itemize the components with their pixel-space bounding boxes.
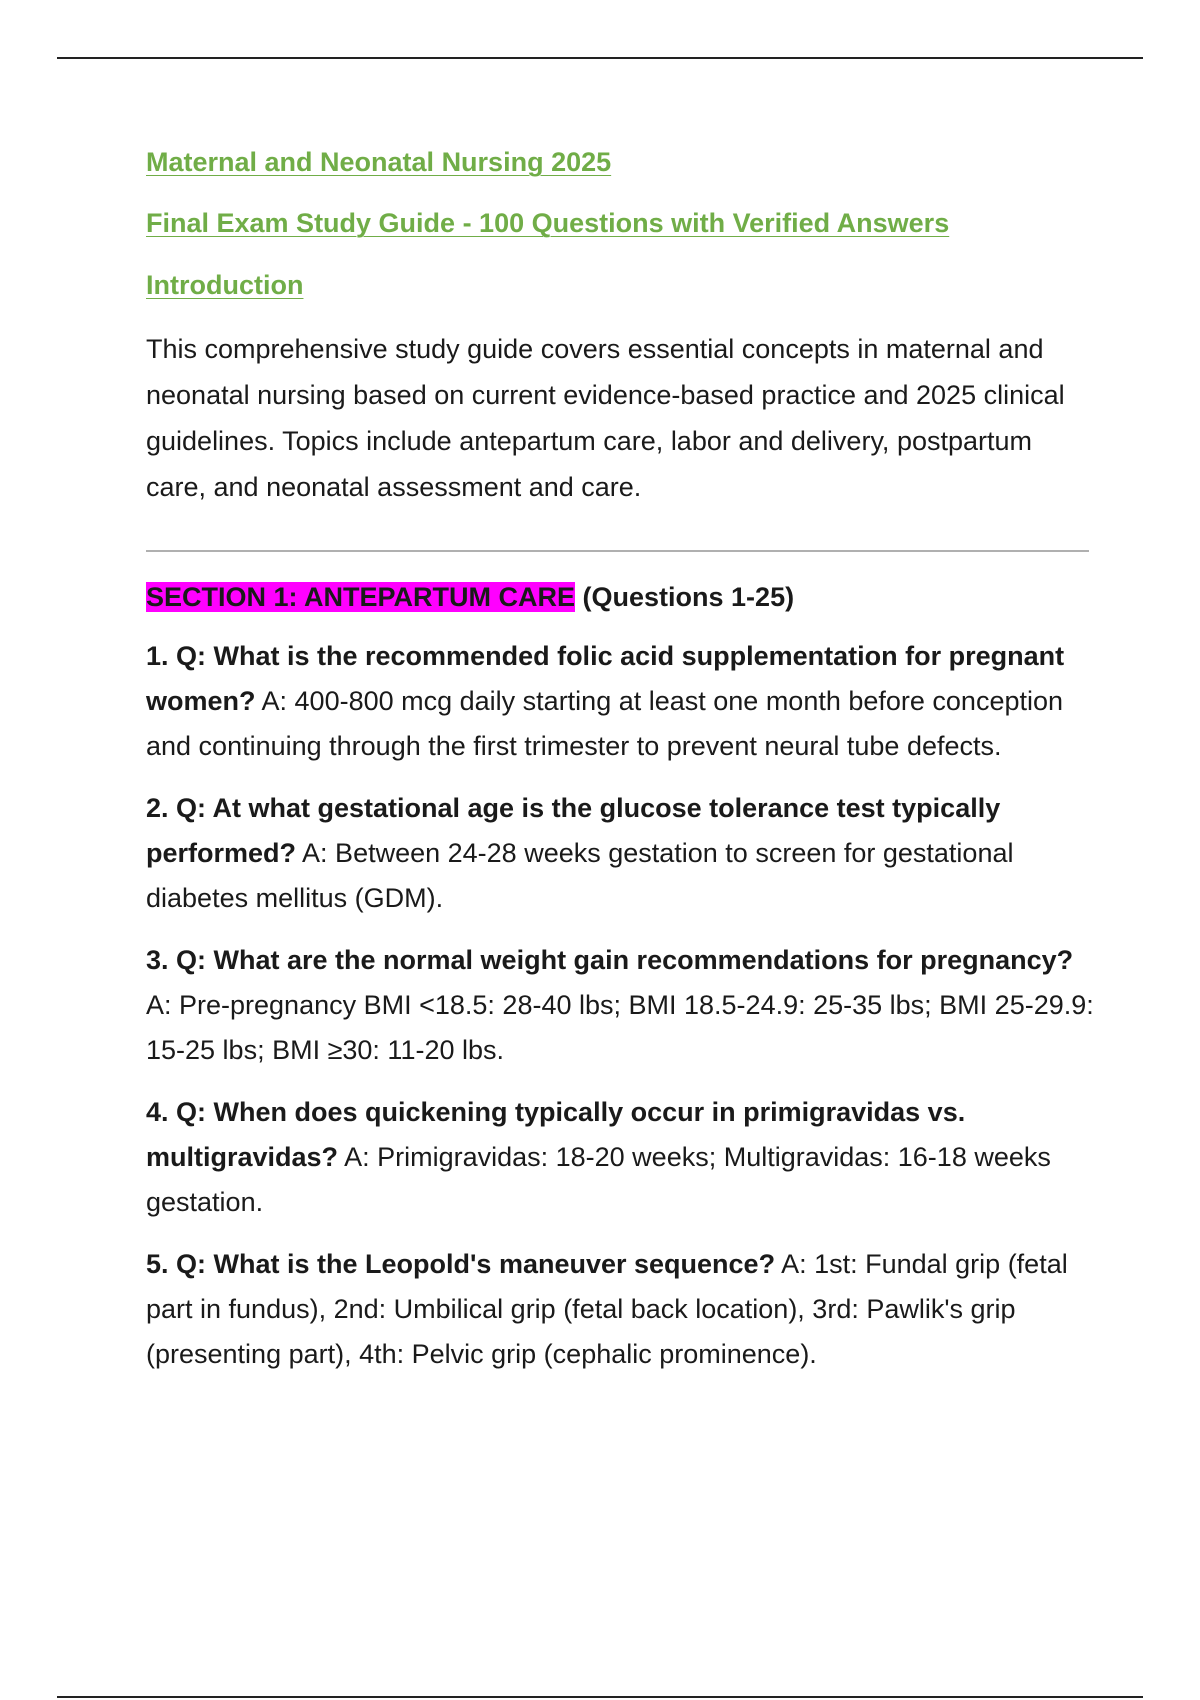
document-title: Maternal and Neonatal Nursing 2025 <box>146 147 612 177</box>
qa-item <box>146 786 1096 921</box>
question-text: 2. Q: At what gestational age is the glucose tolerance test typically performed? <box>146 793 1001 869</box>
qa-item <box>146 1090 1096 1225</box>
section-question-range: (Questions 1-25) <box>582 582 795 613</box>
answer-text: A: 400-800 mcg daily starting at least one month before conception and continuing through the first trimester to prevent neural tube defects. <box>146 686 1064 762</box>
qa-item <box>146 634 1096 769</box>
section-divider <box>146 550 1089 552</box>
intro-paragraph: This comprehensive study guide covers essential concepts in maternal and neonatal nursing based on current evidence-based practice and 2025 clinical guidelines. Topics include antepartum care, labor and delivery, postpartum care, and neonatal assessment and care. <box>146 334 1065 503</box>
question-text: 5. Q: What is the Leopold's maneuver sequence? <box>146 1249 776 1280</box>
page-content <box>146 146 1096 1394</box>
answer-text: A: 1st: Fundal grip (fetal part in fundus), 2nd: Umbilical grip (fetal back location), 3rd: Pawlik's grip (presenting part), 4th: Pelvic grip (cephalic prominence). <box>146 1249 1068 1370</box>
qa-item <box>146 938 1096 1073</box>
document-subtitle: Final Exam Study Guide - 100 Questions with Verified Answers <box>146 208 950 239</box>
answer-text: A: Primigravidas: 18-20 weeks; Multigravidas: 16-18 weeks gestation. <box>146 1142 1051 1218</box>
question-text: 3. Q: What are the normal weight gain recommendations for pregnancy? <box>146 945 1074 976</box>
page-top-rule <box>57 57 1143 59</box>
section-title-highlight: SECTION 1: ANTEPARTUM CARE <box>146 582 576 613</box>
qa-item <box>146 1242 1096 1377</box>
question-text: 4. Q: When does quickening typically occur in primigravidas vs. multigravidas? <box>146 1097 966 1173</box>
page-bottom-rule <box>57 1696 1143 1698</box>
question-text: 1. Q: What is the recommended folic acid supplementation for pregnant women? <box>146 641 1065 717</box>
section-heading <box>146 580 1096 615</box>
intro-heading: Introduction <box>146 269 304 300</box>
answer-text: A: Pre-pregnancy BMI <18.5: 28-40 lbs; BMI 18.5-24.9: 25-35 lbs; BMI 25-29.9: 15-25 lbs; BMI ≥30: 11-20 lbs. <box>146 990 1094 1066</box>
answer-text: A: Between 24-28 weeks gestation to screen for gestational diabetes mellitus (GDM). <box>146 838 1014 914</box>
